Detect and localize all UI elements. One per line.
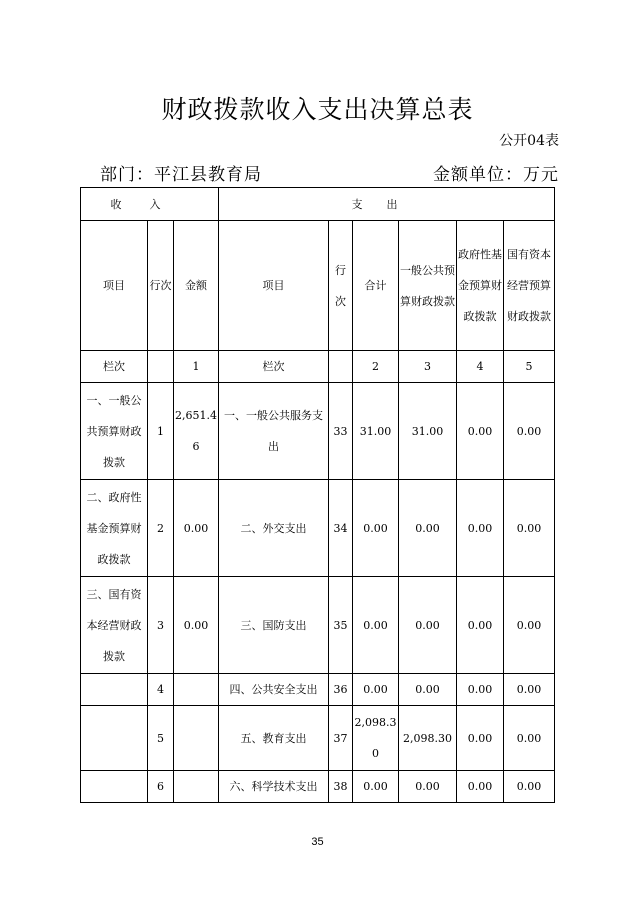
expense-item-header: 项目 bbox=[219, 221, 329, 351]
total-header: 合计 bbox=[353, 221, 399, 351]
expense-item: 三、国防支出 bbox=[219, 577, 329, 674]
expense-row-number: 35 bbox=[329, 577, 353, 674]
page-title: 财政拨款收入支出决算总表 bbox=[161, 95, 474, 124]
income-row-number: 6 bbox=[148, 771, 174, 803]
table-row bbox=[81, 674, 555, 706]
column-number-2: 2 bbox=[353, 351, 399, 383]
income-amount bbox=[174, 706, 219, 771]
column-number-1: 1 bbox=[174, 351, 219, 383]
table-row bbox=[81, 706, 555, 771]
expense-row-number: 38 bbox=[329, 771, 353, 803]
general-budget-value: 0.00 bbox=[399, 480, 457, 577]
expense-row-number: 37 bbox=[329, 706, 353, 771]
gov-fund-value: 0.00 bbox=[457, 383, 504, 480]
column-number-3: 3 bbox=[399, 351, 457, 383]
expense-row-number: 33 bbox=[329, 383, 353, 480]
income-item bbox=[81, 706, 148, 771]
total-value: 0.00 bbox=[353, 674, 399, 706]
column-number-5: 5 bbox=[504, 351, 555, 383]
expense-item: 四、公共安全支出 bbox=[219, 674, 329, 706]
column-label-blank bbox=[329, 351, 353, 383]
unit-label: 金额单位：万元 bbox=[433, 165, 559, 185]
general-budget-value: 0.00 bbox=[399, 771, 457, 803]
income-row-number: 3 bbox=[148, 577, 174, 674]
expense-item: 五、教育支出 bbox=[219, 706, 329, 771]
income-item: 二、政府性基金预算财政拨款 bbox=[81, 480, 148, 577]
state-capital-value: 0.00 bbox=[504, 706, 555, 771]
income-item: 三、国有资本经营财政拨款 bbox=[81, 577, 148, 674]
income-item bbox=[81, 674, 148, 706]
income-row-header: 行次 bbox=[148, 221, 174, 351]
state-capital-value: 0.00 bbox=[504, 383, 555, 480]
total-value: 2,098.30 bbox=[353, 706, 399, 771]
income-amount: 2,651.46 bbox=[174, 383, 219, 480]
table-row bbox=[81, 480, 555, 577]
gov-fund-value: 0.00 bbox=[457, 674, 504, 706]
income-amount bbox=[174, 674, 219, 706]
expense-row-number: 34 bbox=[329, 480, 353, 577]
total-value: 31.00 bbox=[353, 383, 399, 480]
general-budget-value: 0.00 bbox=[399, 577, 457, 674]
table-row bbox=[81, 577, 555, 674]
income-header: 收入 bbox=[81, 188, 219, 221]
income-item-header: 项目 bbox=[81, 221, 148, 351]
state-capital-value: 0.00 bbox=[504, 577, 555, 674]
income-row-number: 5 bbox=[148, 706, 174, 771]
expense-row-number: 36 bbox=[329, 674, 353, 706]
general-budget-value: 0.00 bbox=[399, 674, 457, 706]
income-amount bbox=[174, 771, 219, 803]
income-item bbox=[81, 771, 148, 803]
income-item: 一、一般公共预算财政拨款 bbox=[81, 383, 148, 480]
gov-fund-value: 0.00 bbox=[457, 771, 504, 803]
general-budget-value: 2,098.30 bbox=[399, 706, 457, 771]
total-value: 0.00 bbox=[353, 480, 399, 577]
income-amount: 0.00 bbox=[174, 577, 219, 674]
state-capital-value: 0.00 bbox=[504, 674, 555, 706]
column-label-expense: 栏次 bbox=[219, 351, 329, 383]
income-amount: 0.00 bbox=[174, 480, 219, 577]
expense-item: 二、外交支出 bbox=[219, 480, 329, 577]
general-budget-header: 一般公共预算财政拨款 bbox=[399, 221, 457, 351]
page-number: 35 bbox=[311, 836, 324, 848]
column-number-4: 4 bbox=[457, 351, 504, 383]
total-value: 0.00 bbox=[353, 771, 399, 803]
column-label-income: 栏次 bbox=[81, 351, 148, 383]
gov-fund-value: 0.00 bbox=[457, 480, 504, 577]
table-row bbox=[81, 383, 555, 480]
gov-fund-header: 政府性基金预算财政拨款 bbox=[457, 221, 504, 351]
income-amount-header: 金额 bbox=[174, 221, 219, 351]
form-number: 公开04表 bbox=[499, 133, 559, 149]
gov-fund-value: 0.00 bbox=[457, 706, 504, 771]
expense-item: 六、科学技术支出 bbox=[219, 771, 329, 803]
state-capital-value: 0.00 bbox=[504, 771, 555, 803]
department-label: 部门：平江县教育局 bbox=[100, 165, 262, 185]
expense-row-header: 行次 bbox=[329, 221, 353, 351]
state-capital-value: 0.00 bbox=[504, 480, 555, 577]
expense-item: 一、一般公共服务支出 bbox=[219, 383, 329, 480]
income-row-number: 4 bbox=[148, 674, 174, 706]
total-value: 0.00 bbox=[353, 577, 399, 674]
income-row-number: 2 bbox=[148, 480, 174, 577]
gov-fund-value: 0.00 bbox=[457, 577, 504, 674]
general-budget-value: 31.00 bbox=[399, 383, 457, 480]
expense-header: 支出 bbox=[219, 188, 555, 221]
budget-table bbox=[80, 187, 555, 803]
column-label-blank bbox=[148, 351, 174, 383]
state-capital-header: 国有资本经营预算财政拨款 bbox=[504, 221, 555, 351]
income-row-number: 1 bbox=[148, 383, 174, 480]
table-row bbox=[81, 771, 555, 803]
